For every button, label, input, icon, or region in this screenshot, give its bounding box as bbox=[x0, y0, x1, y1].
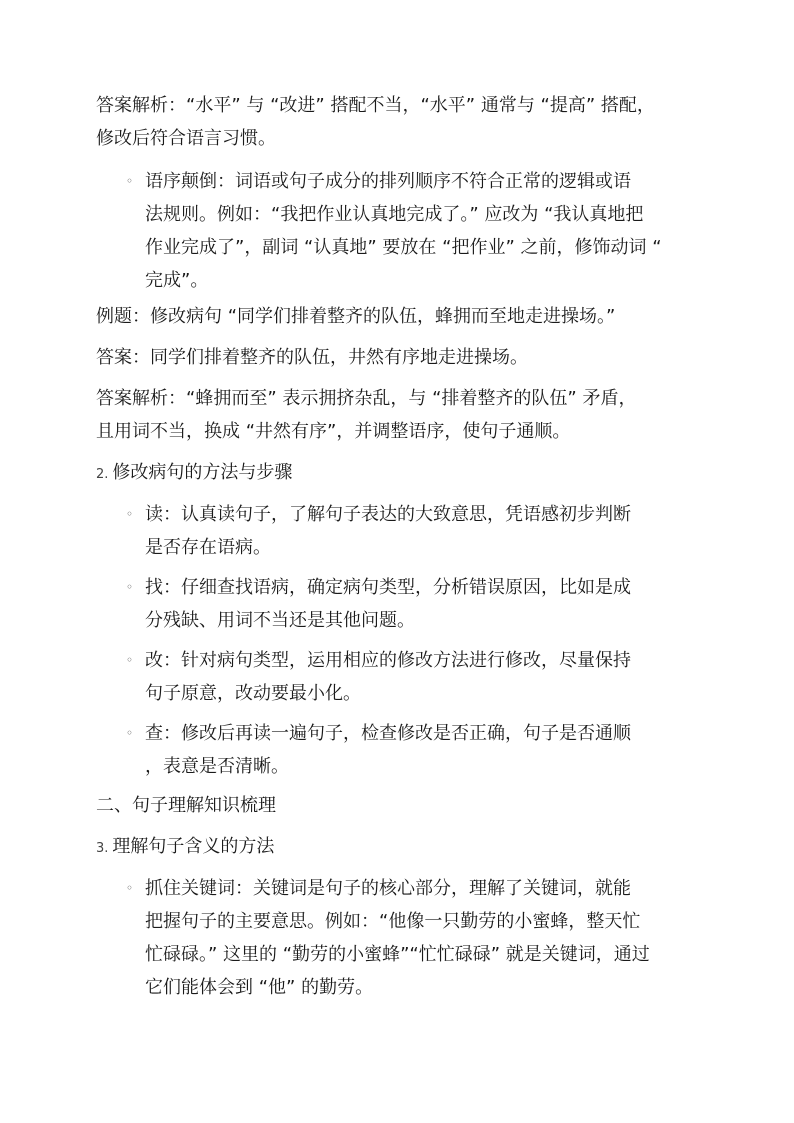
text-line: 答案解析：“水平” 与 “改进” 搭配不当，“水平” 通常与 “提高” 搭配， bbox=[96, 95, 655, 116]
text-line: 读：认真读句子，了解句子表达的大致意思，凭语感初步判断 bbox=[145, 504, 631, 525]
bullet-item-keywords bbox=[126, 872, 706, 1004]
bullet-text bbox=[145, 498, 631, 564]
text-line: 分残缺、用词不当还是其他问题。 bbox=[145, 610, 415, 631]
step-item-check bbox=[126, 717, 706, 783]
step-item-correct bbox=[126, 644, 706, 710]
bullet-item-word-order bbox=[126, 165, 706, 297]
bullet-text bbox=[145, 644, 631, 710]
answer-analysis-paragraph-1 bbox=[96, 89, 696, 155]
section-number: 2. bbox=[96, 467, 109, 482]
text-line: 且用词不当，换成 “井然有序”，并调整语序，使句子通顺。 bbox=[96, 421, 571, 442]
text-line: 忙碌碌。” 这里的 “勤劳的小蜜蜂”“忙忙碌碌” 就是关键词，通过 bbox=[145, 944, 650, 965]
text-line: 找：仔细查找语病，确定病句类型，分析错误原因，比如是成 bbox=[145, 577, 631, 598]
bullet-icon: ◦ bbox=[126, 580, 134, 594]
text-line: 是否存在语病。 bbox=[145, 537, 271, 558]
text-line: 改：针对病句类型，运用相应的修改方法进行修改，尽量保持 bbox=[145, 650, 631, 671]
text-line: 作业完成了”，副词 “认真地” 要放在 “把作业” 之前，修饰动词 “ bbox=[145, 237, 662, 258]
text-line: 把握句子的主要意思。例如：“他像一只勤劳的小蜜蜂，整天忙 bbox=[145, 911, 641, 932]
example-question bbox=[96, 300, 696, 333]
section-number: 3. bbox=[96, 841, 109, 856]
section-title: 理解句子含义的方法 bbox=[112, 836, 275, 857]
text-line: 查：修改后再读一遍句子，检查修改是否正确，句子是否通顺 bbox=[145, 723, 631, 744]
text-line: 语序颠倒：词语或句子成分的排列顺序不符合正常的逻辑或语 bbox=[145, 171, 631, 192]
text-line: 它们能体会到 “他” 的勤劳。 bbox=[145, 977, 374, 998]
step-item-read bbox=[126, 498, 706, 564]
bullet-icon: ◦ bbox=[126, 653, 134, 667]
section-title: 修改病句的方法与步骤 bbox=[112, 462, 293, 483]
text-line: 例题：修改病句 “同学们排着整齐的队伍，蜂拥而至地走进操场。” bbox=[96, 306, 616, 327]
answer-paragraph bbox=[96, 341, 696, 374]
bullet-icon: ◦ bbox=[126, 726, 134, 740]
section-heading-3 bbox=[96, 830, 274, 865]
bullet-icon: ◦ bbox=[126, 881, 134, 895]
text-line: 抓住关键词：关键词是句子的核心部分，理解了关键词，就能 bbox=[145, 878, 631, 899]
chapter-heading bbox=[96, 789, 696, 822]
text-line: 法规则。例如：“我把作业认真地完成了。” 应改为 “我认真地把 bbox=[145, 204, 644, 225]
text-line: 句子原意，改动要最小化。 bbox=[145, 683, 361, 704]
bullet-icon: ◦ bbox=[126, 507, 134, 521]
text-line: 完成”。 bbox=[145, 270, 209, 291]
bullet-icon: ◦ bbox=[126, 174, 134, 188]
section-heading-2 bbox=[96, 456, 292, 491]
bullet-text bbox=[145, 717, 631, 783]
text-line: 修改后符合语言习惯。 bbox=[96, 128, 276, 149]
answer-analysis-paragraph-2 bbox=[96, 382, 696, 448]
text-line: 二、句子理解知识梳理 bbox=[96, 795, 276, 816]
text-line: ，表意是否清晰。 bbox=[145, 756, 289, 777]
bullet-text bbox=[145, 872, 650, 1004]
text-line: 答案解析：“蜂拥而至” 表示拥挤杂乱，与 “排着整齐的队伍” 矛盾， bbox=[96, 388, 637, 409]
bullet-text bbox=[145, 571, 631, 637]
bullet-text bbox=[145, 165, 662, 297]
text-line: 答案：同学们排着整齐的队伍，井然有序地走进操场。 bbox=[96, 347, 528, 368]
step-item-find bbox=[126, 571, 706, 637]
